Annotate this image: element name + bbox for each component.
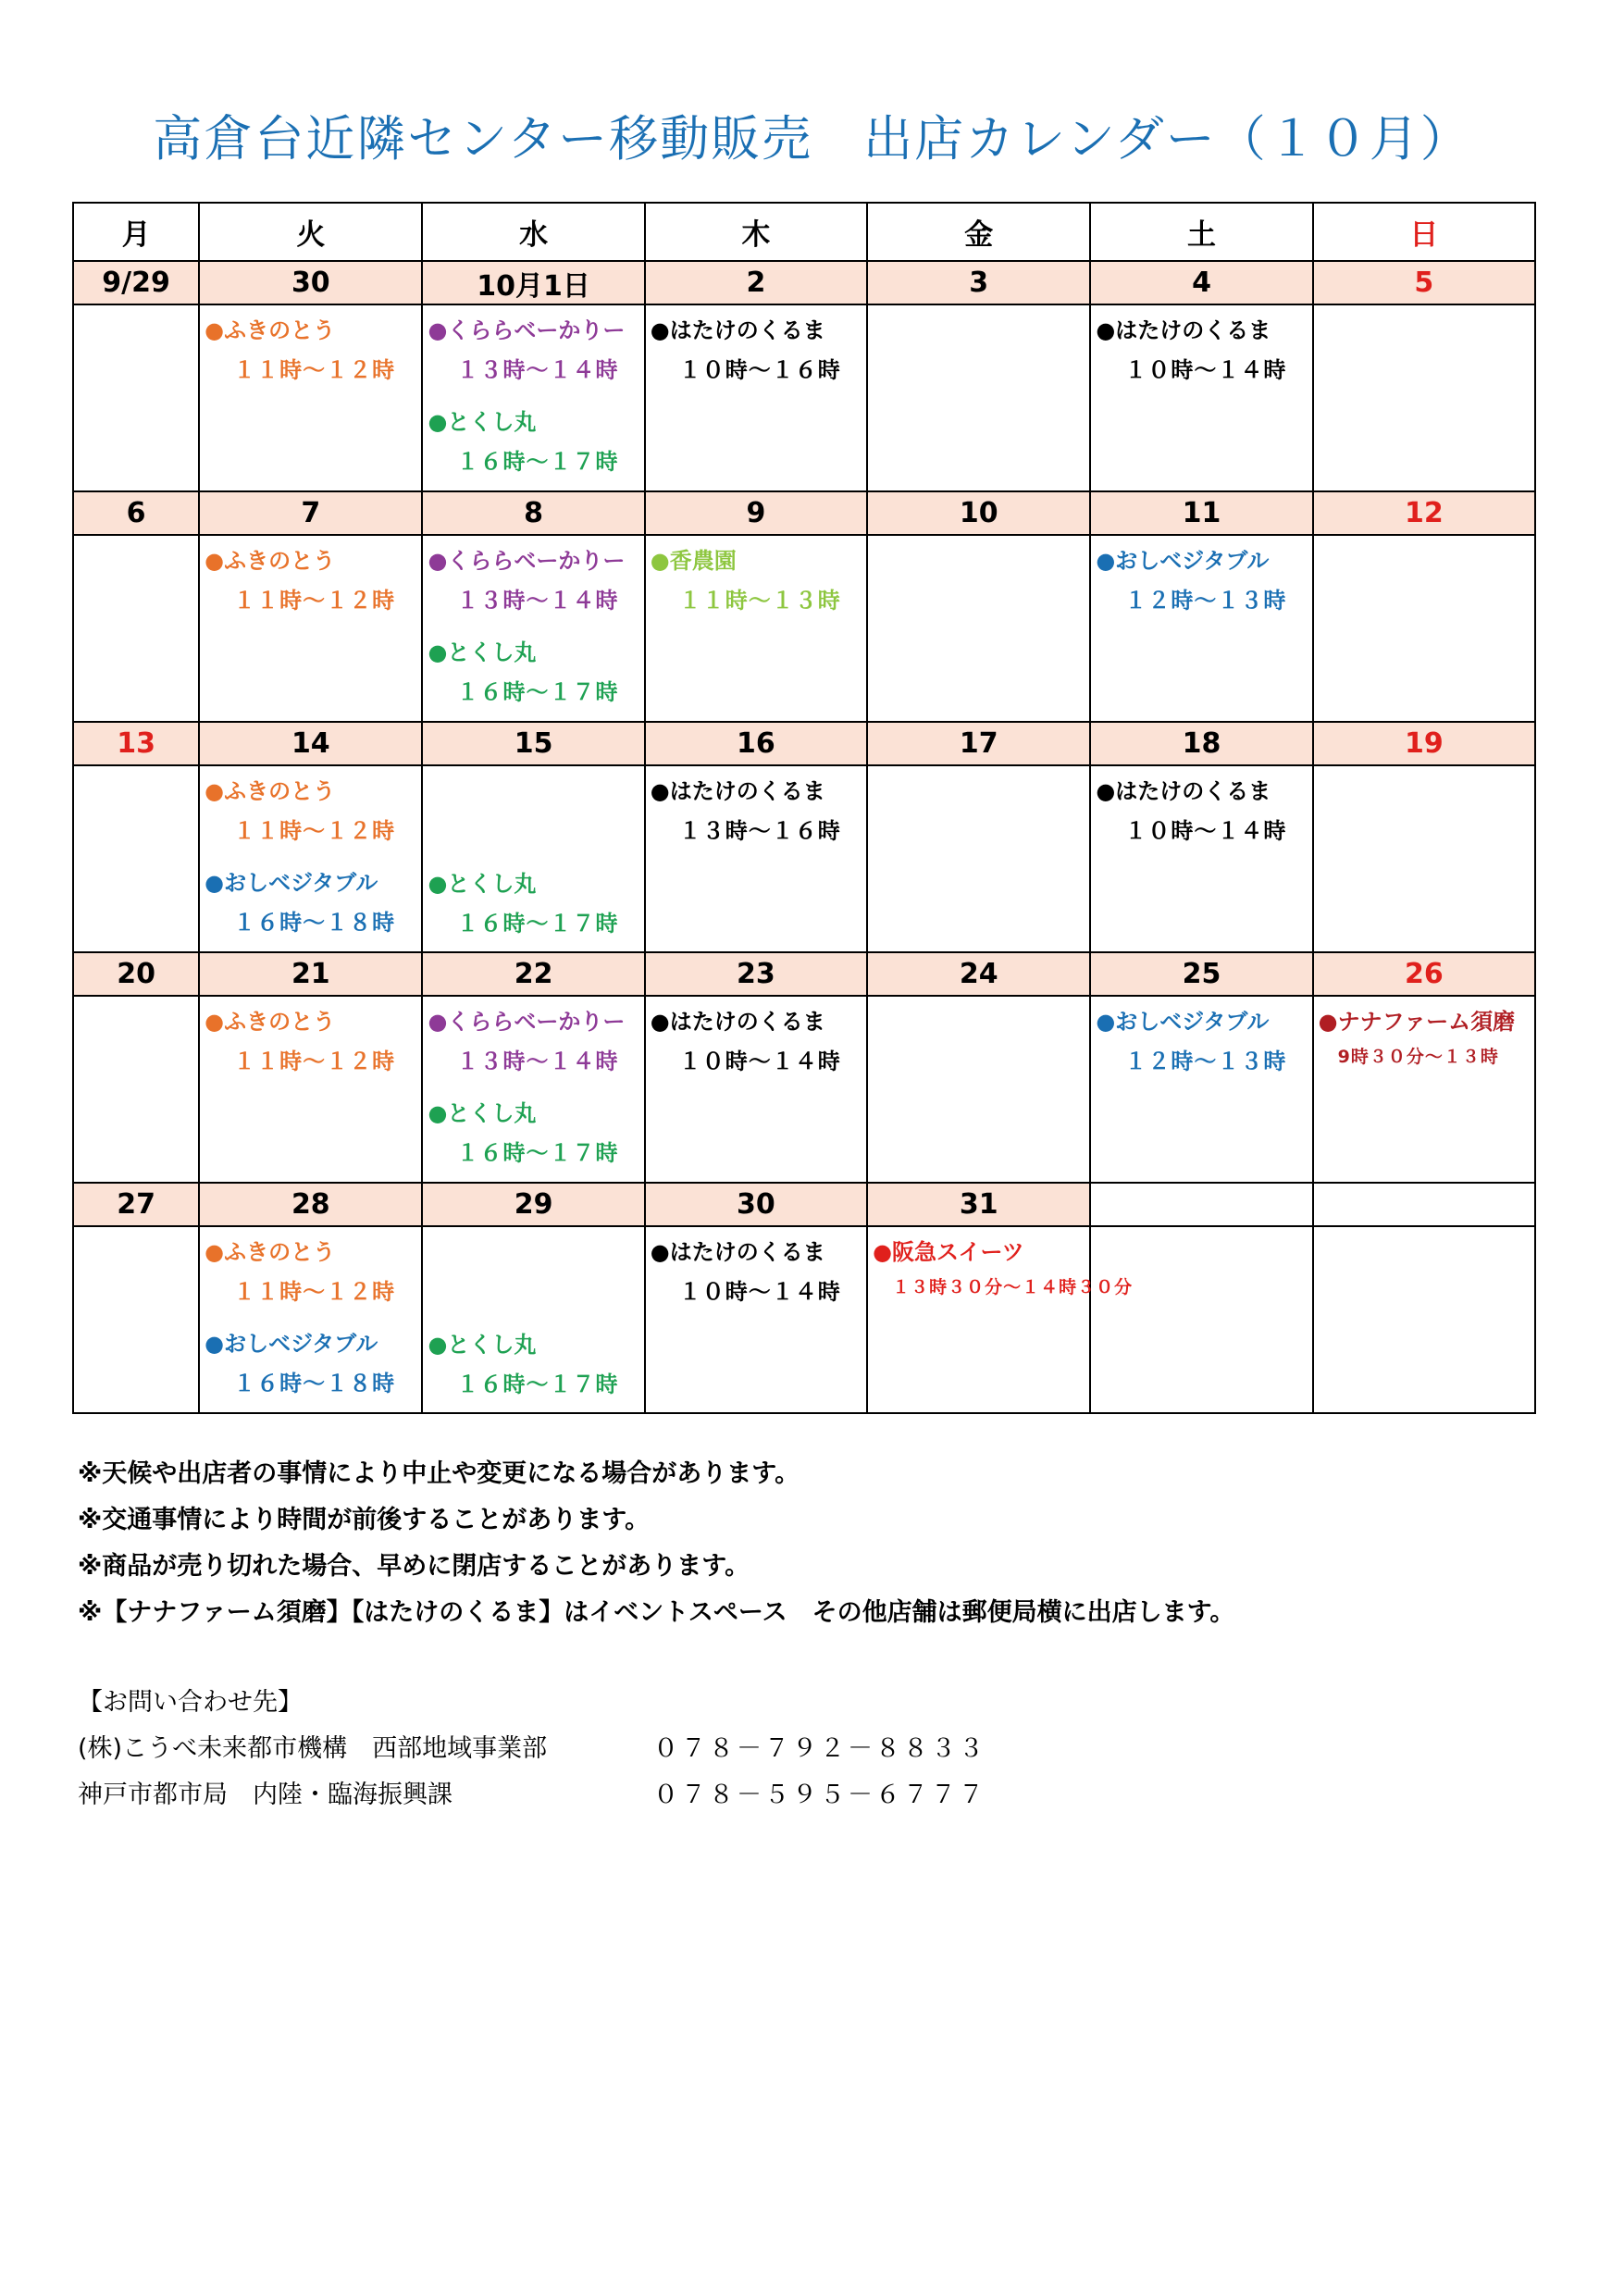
date-cell-tue: 30: [199, 261, 422, 304]
vendor-entry: [1314, 1003, 1534, 1085]
weekday-header-row: [73, 203, 1535, 261]
vendor-entry: [200, 312, 421, 397]
vendor-name: ●ふきのとう: [205, 317, 336, 343]
date-cell-fri: 31: [867, 1183, 1090, 1226]
day-cell-sat: [1090, 765, 1312, 952]
date-cell-tue: 28: [199, 1183, 422, 1226]
vendor-name: ●はたけのくるま: [650, 1239, 825, 1265]
weekday-thu: 木: [645, 203, 867, 261]
date-cell-fri: 24: [867, 952, 1090, 996]
vendor-entry: [868, 1234, 1134, 1315]
event-row: [73, 996, 1535, 1183]
vendor-entry: [1091, 542, 1311, 627]
vendor-entry: [423, 634, 643, 719]
day-cell-wed: [422, 765, 644, 952]
vendor-entry: [646, 542, 866, 627]
weekday-wed: 水: [422, 203, 644, 261]
vendor-hours: １６時～１７時: [456, 1140, 619, 1166]
vendor-name: ●おしベジタブル: [1096, 1009, 1270, 1035]
blank-space: [423, 1227, 643, 1320]
weekday-fri: 金: [867, 203, 1090, 261]
vendor-hours: １６時～１８時: [233, 910, 396, 936]
vendor-name: ●とくし丸: [428, 639, 537, 665]
note-line: ※交通事情により時間が前後することがあります。: [78, 1506, 651, 1534]
vendor-hours: １６時～１８時: [233, 1371, 396, 1396]
day-cell-fri: [867, 304, 1090, 491]
vendor-name: ●はたけのくるま: [1096, 778, 1271, 804]
vendor-entry: [200, 1003, 421, 1088]
day-cell-fri: [867, 765, 1090, 952]
day-cell-sat: [1090, 996, 1312, 1183]
date-row: [73, 952, 1535, 996]
date-cell-tue: 21: [199, 952, 422, 996]
day-cell-sat: [1090, 535, 1312, 722]
vendor-entry: [423, 1003, 643, 1088]
date-cell-sun: 19: [1313, 722, 1535, 765]
note-line: ※【ナナファーム須磨】【はたけのくるま】はイベントスペース その他店舗は郵便局横に出店します。: [78, 1598, 1235, 1627]
date-cell-wed: 15: [422, 722, 644, 765]
day-cell-sun: [1313, 304, 1535, 491]
vendor-entry: [423, 865, 643, 950]
vendor-entry: [423, 542, 643, 627]
date-cell-thu: 16: [645, 722, 867, 765]
vendor-hours: １１時～１２時: [233, 588, 396, 614]
day-cell-fri: [867, 535, 1090, 722]
vendor-name: ●阪急スイーツ: [873, 1239, 1024, 1265]
date-cell-sun: 12: [1313, 491, 1535, 535]
vendor-hours: １０時～１４時: [678, 1049, 841, 1074]
date-cell-sun: [1313, 1183, 1535, 1226]
vendor-hours: １３時～１４時: [456, 588, 619, 614]
day-cell-tue: [199, 304, 422, 491]
day-cell-sun: [1313, 535, 1535, 722]
date-cell-wed: 29: [422, 1183, 644, 1226]
date-cell-sun: 5: [1313, 261, 1535, 304]
vendor-entry: [1091, 1003, 1311, 1088]
vendor-entry: [423, 312, 643, 397]
notes: [78, 1451, 1234, 1636]
event-row: [73, 535, 1535, 722]
vendor-hours: １０時～１６時: [678, 357, 841, 383]
date-cell-thu: 2: [645, 261, 867, 304]
contact-row: [78, 1726, 986, 1772]
day-cell-wed: [422, 304, 644, 491]
vendor-name: ●香農園: [650, 548, 737, 574]
contact-heading: 【お問い合わせ先】: [78, 1688, 303, 1717]
vendor-name: ●ふきのとう: [205, 1239, 336, 1265]
date-cell-wed: 22: [422, 952, 644, 996]
day-cell-mon: [73, 996, 199, 1183]
vendor-name: ●ふきのとう: [205, 778, 336, 804]
day-cell-wed: [422, 1226, 644, 1413]
day-cell-mon: [73, 765, 199, 952]
day-cell-tue: [199, 765, 422, 952]
vendor-hours: １１時～１３時: [678, 588, 841, 614]
blank-space: [423, 766, 643, 859]
vendor-hours: １３時３０分～１４時３０分: [892, 1277, 1134, 1297]
note-line: ※商品が売り切れた場合、早めに閉店することがあります。: [78, 1552, 750, 1581]
vendor-hours: １６時～１７時: [456, 911, 619, 937]
vendor-name: ●はたけのくるま: [1096, 317, 1271, 343]
date-cell-wed: 10月1日: [422, 261, 644, 304]
date-row: [73, 491, 1535, 535]
calendar-table: [72, 202, 1536, 1414]
vendor-entry: [423, 403, 643, 489]
day-cell-thu: [645, 996, 867, 1183]
vendor-hours: １２時～１３時: [1124, 1049, 1287, 1074]
vendor-name: ●はたけのくるま: [650, 778, 825, 804]
contact-org: (株)こうべ未来都市機構 西部地域事業部: [78, 1734, 548, 1763]
vendor-entry: [646, 1234, 866, 1319]
page-title: 高倉台近隣センター移動販売 出店カレンダー（１０月）: [153, 111, 1471, 168]
date-cell-tue: 7: [199, 491, 422, 535]
day-cell-sun: [1313, 996, 1535, 1183]
vendor-entry: [646, 312, 866, 397]
date-cell-mon: 13: [73, 722, 199, 765]
day-cell-tue: [199, 996, 422, 1183]
vendor-entry: [200, 1234, 421, 1319]
vendor-hours: １０時～１４時: [678, 1279, 841, 1305]
vendor-name: ●おしベジタブル: [1096, 548, 1270, 574]
day-cell-mon: [73, 535, 199, 722]
vendor-name: ●ふきのとう: [205, 1009, 336, 1035]
vendor-hours: １０時～１４時: [1124, 357, 1287, 383]
date-row: [73, 1183, 1535, 1226]
vendor-hours: １６時～１７時: [456, 1371, 619, 1397]
vendor-entry: [423, 1326, 643, 1411]
weekday-mon: 月: [73, 203, 199, 261]
vendor-hours: １０時～１４時: [1124, 818, 1287, 844]
day-cell-fri: [867, 996, 1090, 1183]
vendor-entry: [1091, 312, 1311, 397]
vendor-name: ●はたけのくるま: [650, 1009, 825, 1035]
date-cell-fri: 17: [867, 722, 1090, 765]
contact-org: 神戸市都市局 内陸・臨海振興課: [78, 1781, 452, 1809]
vendor-name: ●くららベーかりー: [428, 1009, 626, 1035]
event-row: [73, 1226, 1535, 1413]
day-cell-thu: [645, 304, 867, 491]
vendor-hours: １３時～１４時: [456, 357, 619, 383]
date-cell-thu: 23: [645, 952, 867, 996]
date-cell-mon: 9/29: [73, 261, 199, 304]
vendor-name: ●とくし丸: [428, 871, 537, 897]
event-row: [73, 765, 1535, 952]
date-cell-fri: 3: [867, 261, 1090, 304]
date-cell-mon: 27: [73, 1183, 199, 1226]
weekday-sun: 日: [1313, 203, 1535, 261]
vendor-entry: [200, 864, 421, 949]
day-cell-tue: [199, 1226, 422, 1413]
vendor-name: ●はたけのくるま: [650, 317, 825, 343]
contact-phone: ０７８－７９２－８８３３: [653, 1734, 986, 1763]
vendor-hours: １６時～１７時: [456, 679, 619, 705]
day-cell-wed: [422, 535, 644, 722]
date-cell-sat: 18: [1090, 722, 1312, 765]
day-cell-thu: [645, 1226, 867, 1413]
vendor-hours: １３時～１４時: [456, 1049, 619, 1074]
note-line: ※天候や出店者の事情により中止や変更になる場合があります。: [78, 1459, 800, 1488]
date-cell-fri: 10: [867, 491, 1090, 535]
vendor-hours: １１時～１２時: [233, 1049, 396, 1074]
vendor-name: ●ふきのとう: [205, 548, 336, 574]
day-cell-sat: [1090, 304, 1312, 491]
day-cell-sun: [1313, 765, 1535, 952]
contact-row: [78, 1772, 986, 1818]
vendor-hours: １３時～１６時: [678, 818, 841, 844]
date-cell-sat: 11: [1090, 491, 1312, 535]
vendor-hours: １６時～１７時: [456, 449, 619, 475]
day-cell-tue: [199, 535, 422, 722]
date-row: [73, 261, 1535, 304]
date-cell-thu: 9: [645, 491, 867, 535]
contact-phone: ０７８－５９５－６７７７: [653, 1781, 986, 1809]
vendor-hours: １１時～１２時: [233, 357, 396, 383]
vendor-entry: [423, 1095, 643, 1180]
date-cell-sun: 26: [1313, 952, 1535, 996]
day-cell-wed: [422, 996, 644, 1183]
vendor-entry: [200, 1325, 421, 1410]
date-row: [73, 722, 1535, 765]
calendar-body: [73, 261, 1535, 1413]
vendor-name: ●くららベーかりー: [428, 548, 626, 574]
contact-section: [78, 1680, 986, 1818]
date-cell-sat: 25: [1090, 952, 1312, 996]
vendor-name: ●とくし丸: [428, 1100, 537, 1126]
date-cell-sat: [1090, 1183, 1312, 1226]
day-cell-fri: [867, 1226, 1134, 1413]
vendor-entry: [646, 1003, 866, 1088]
day-cell-sat: [1090, 1226, 1312, 1413]
vendor-hours: １１時～１２時: [233, 1279, 396, 1305]
vendor-entry: [646, 773, 866, 858]
date-cell-mon: 20: [73, 952, 199, 996]
date-cell-tue: 14: [199, 722, 422, 765]
vendor-entry: [200, 542, 421, 627]
vendor-name: ●おしベジタブル: [205, 1331, 378, 1357]
date-cell-sat: 4: [1090, 261, 1312, 304]
vendor-name: ●とくし丸: [428, 409, 537, 435]
vendor-name: ●ナナファーム須磨: [1318, 1009, 1516, 1035]
date-cell-mon: 6: [73, 491, 199, 535]
event-row: [73, 304, 1535, 491]
date-cell-thu: 30: [645, 1183, 867, 1226]
vendor-hours: １２時～１３時: [1124, 588, 1287, 614]
day-cell-thu: [645, 535, 867, 722]
day-cell-thu: [645, 765, 867, 952]
vendor-hours: １１時～１２時: [233, 818, 396, 844]
weekday-sat: 土: [1090, 203, 1312, 261]
day-cell-sun: [1313, 1226, 1535, 1413]
day-cell-mon: [73, 304, 199, 491]
vendor-hours: 9時３０分～１３時: [1337, 1047, 1499, 1067]
vendor-entry: [1091, 773, 1311, 858]
vendor-name: ●くららベーかりー: [428, 317, 626, 343]
weekday-tue: 火: [199, 203, 422, 261]
day-cell-mon: [73, 1226, 199, 1413]
vendor-name: ●おしベジタブル: [205, 870, 378, 896]
vendor-entry: [200, 773, 421, 858]
date-cell-wed: 8: [422, 491, 644, 535]
vendor-name: ●とくし丸: [428, 1332, 537, 1358]
